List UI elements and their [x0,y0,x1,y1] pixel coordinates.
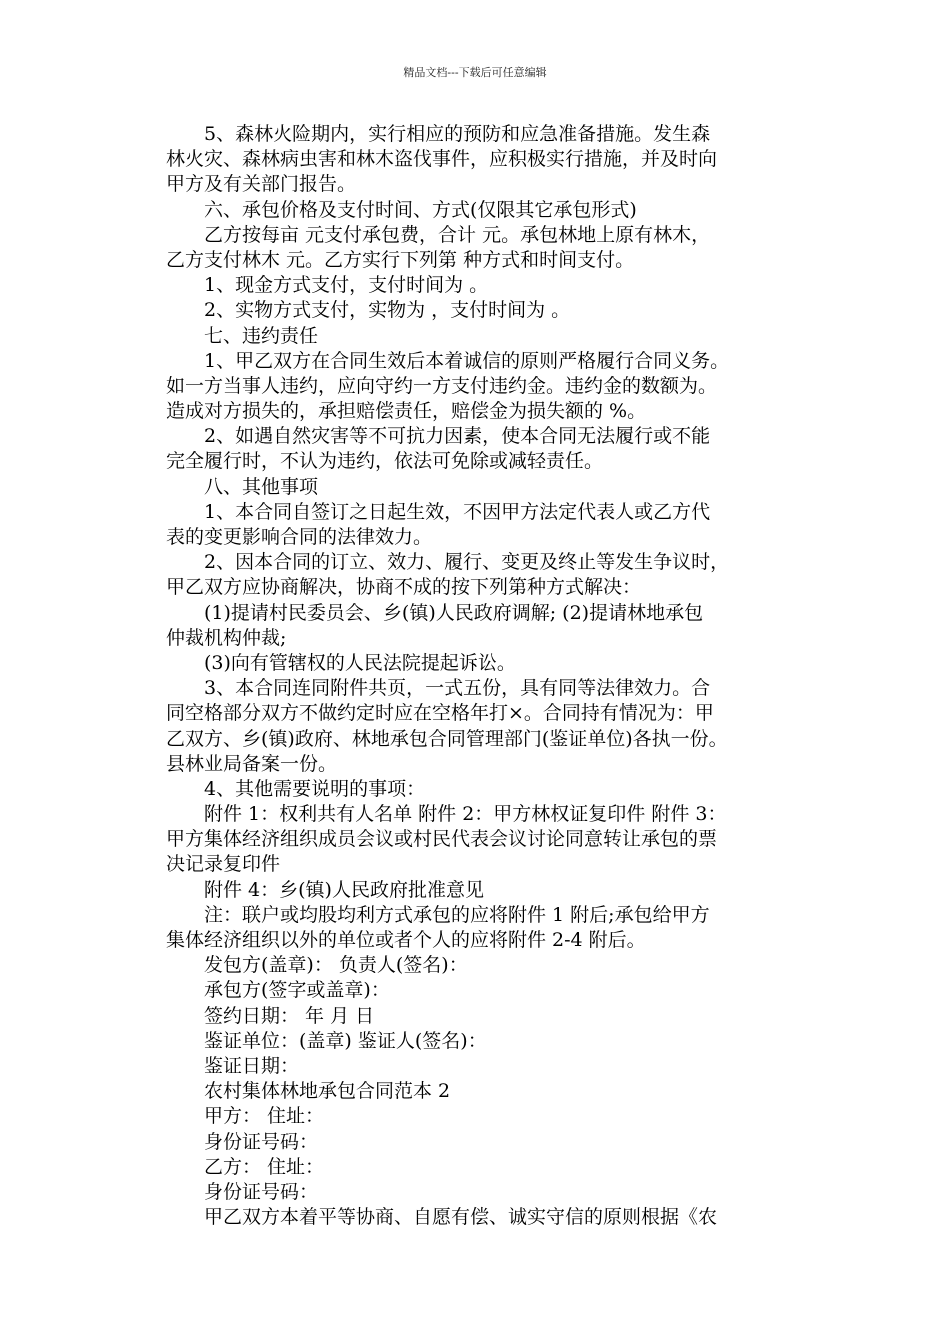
text-line: 八、其他事项 [204,475,319,498]
text-line: 甲乙双方应协商解决，协商不成的按下列第种方式解决： [166,576,642,599]
text-line: 同空格部分双方不做约定时应在空格年打×。合同持有情况为：甲 [166,702,714,725]
text-line: 六、承包价格及支付时间、方式(仅限其它承包形式) [204,198,637,221]
text-line: 3、本合同连同附件共页，一式五份，具有同等法律效力。合 [204,677,711,700]
text-line: 2、因本合同的订立、效力、履行、变更及终止等发生争议时， [204,551,730,574]
text-line: 农村集体林地承包合同范本 2 [204,1080,451,1103]
text-line: 2、如遇自然灾害等不可抗力因素，使本合同无法履行或不能 [204,425,711,448]
text-line: 5、森林火险期内，实行相应的预防和应急准备措施。发生森 [204,123,711,145]
text-line: 七、违约责任 [204,324,319,347]
text-line: 乙方支付林木 元。乙方实行下列第 种方式和时间支付。 [166,248,635,271]
text-line: 身份证号码： [204,1180,319,1203]
text-line: 甲方及有关部门报告。 [166,173,357,196]
text-line: (1)提请村民委员会、乡(镇)人民政府调解; (2)提请林地承包 [204,601,704,624]
document-body [166,122,816,1230]
text-line: 仲裁机构仲裁; [166,626,287,649]
text-line: 甲方集体经济组织成员会议或村民代表会议讨论同意转让承包的票 [166,828,718,851]
text-line: 发包方(盖章)： 负责人(签名)： [204,954,468,977]
text-line: 甲乙双方本着平等协商、自愿有偿、诚实守信的原则根据《农 [204,1206,718,1229]
text-line: 县林业局备案一份。 [166,752,338,775]
text-line: 造成对方损失的，承担赔偿责任，赔偿金为损失额的 %。 [166,400,647,423]
page-header: 精品文档---下载后可任意编辑 [403,66,547,79]
text-line: 鉴证单位：(盖章) 鉴证人(签名)： [204,1029,487,1052]
text-line: 1、现金方式支付，支付时间为 。 [204,274,489,297]
text-line: 1、本合同自签订之日起生效，不因甲方法定代表人或乙方代 [204,500,711,523]
text-line: 甲方： 住址： [204,1105,325,1128]
text-line: 决记录复印件 [166,853,281,876]
text-line: (3)向有管辖权的人民法院提起诉讼。 [204,651,516,674]
text-line: 林火灾、森林病虫害和林木盗伐事件，应积极实行措施，并及时向 [166,148,718,171]
text-line: 乙方按每亩 元支付承包费，合计 元。承包林地上原有林木， [204,223,711,246]
text-line: 乙双方、乡(镇)政府、林地承包合同管理部门(鉴证单位)各执一份。 [166,727,728,750]
text-line: 注：联户或均股均利方式承包的应将附件 1 附后;承包给甲方 [204,903,710,926]
text-line: 如一方当事人违约，应向守约一方支付违约金。违约金的数额为。 [166,374,718,397]
text-line: 承包方(签字或盖章)： [204,979,390,1002]
text-line: 完全履行时，不认为违约，依法可免除或减轻责任。 [166,450,604,473]
text-line: 2、实物方式支付，实物为 ，支付时间为 。 [204,299,571,322]
text-line: 鉴证日期： [204,1054,300,1077]
text-line: 身份证号码： [204,1130,319,1153]
text-line: 签约日期： 年 月 日 [204,1004,375,1027]
text-line: 4、其他需要说明的事项： [204,777,426,800]
text-line: 表的变更影响合同的法律效力。 [166,526,433,548]
text-line: 1、甲乙双方在合同生效后本着诚信的原则严格履行合同义务。 [204,349,730,372]
text-line: 乙方： 住址： [204,1155,325,1178]
text-line: 附件 4：乡(镇)人民政府批准意见 [204,878,484,901]
text-line: 集体经济组织以外的单位或者个人的应将附件 2-4 附后。 [166,929,646,951]
text-line: 附件 1：权利共有人名单 附件 2：甲方林权证复印件 附件 3： [204,803,727,826]
